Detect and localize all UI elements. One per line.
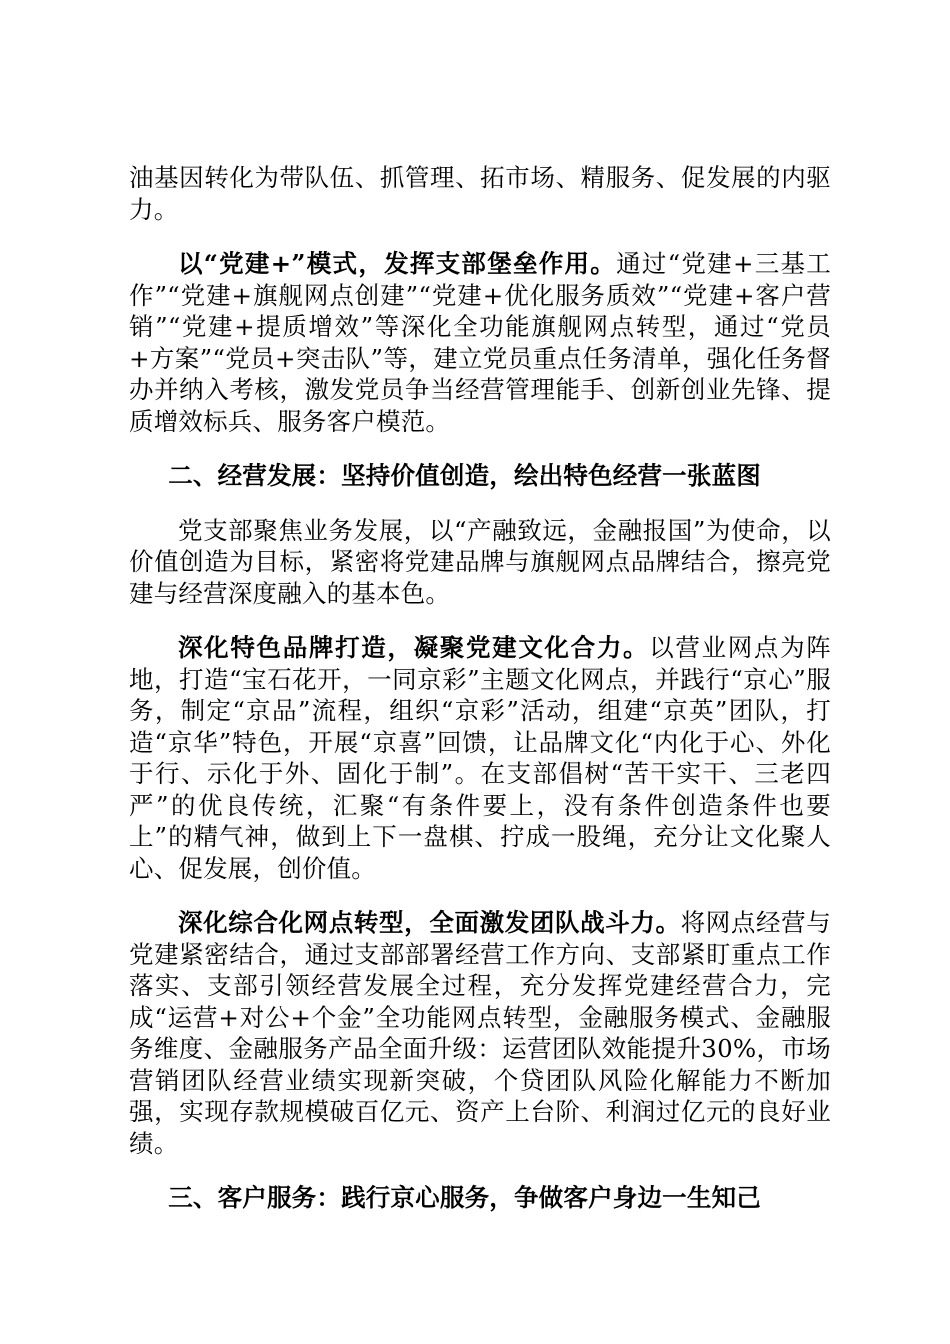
section-heading-2: 二、经营发展：坚持价值创造，绘出特色经营一张蓝图	[168, 461, 761, 490]
paragraph-body: 通过“党建+三基工作”“党建+旗舰网点创建”“党建+优化服务质效”“党建+客户营销”“党建+提质增效”等深化全功能旗舰网点转型，通过“党员+方案”“党员+突击队”等，建立党员重点任务清单，强化任务督办并纳入考核，激发党员争当经营管理能手、创新创业先锋、提质增效标兵、服务客户模范。	[129, 249, 832, 436]
paragraph-body: 以营业网点为阵地，打造“宝石花开，一同京彩”主题文化网点，并践行“京心”服务，制定“京品”流程，组织“京彩”活动，组建“京英”团队，打造“京华”特色，开展“京喜”回馈，让品牌文化“内化于心、外化于行、示化于外、固化于制”。在支部倡树“苦干实干、三老四严”的优良传统，汇聚“有条件要上，没有条件创造条件也要上”的精气神，做到上下一盘棋、拧成一股绳，充分让文化聚人心、促发展，创价值。	[129, 633, 831, 883]
paragraph-brand-building	[129, 632, 831, 884]
paragraph-business-focus: 党支部聚焦业务发展，以“产融致远，金融报国”为使命，以价值创造为目标，紧密将党建品牌与旗舰网点品牌结合，擦亮党建与经营深度融入的基本色。	[129, 515, 831, 608]
paragraph-body: 将网点经营与党建紧密结合，通过支部部署经营工作方向、支部紧盯重点工作落实、支部引领经营发展全过程，充分发挥党建经营合力，完成“运营+对公+个金”全功能网点转型，金融服务模式、金融服务维度、金融服务产品全面升级：运营团队效能提升30%，市场营销团队经营业绩实现新突破，个贷团队风险化解能力不断加强，实现存款规模破百亿元、资产上台阶、利润过亿元的良好业绩。	[129, 908, 831, 1158]
paragraph-continuation: 油基因转化为带队伍、抓管理、拓市场、精服务、促发展的内驱力。	[129, 163, 831, 224]
paragraph-lead: 深化特色品牌打造，凝聚党建文化合力。	[178, 633, 650, 662]
document-page	[129, 162, 831, 1214]
section-heading-3: 三、客户服务：践行京心服务，争做客户身边一生知己	[168, 1183, 761, 1212]
paragraph-party-building-model	[129, 248, 831, 437]
paragraph-lead: 以“党建+”模式，发挥支部堡垒作用。	[178, 249, 617, 278]
paragraph-lead: 深化综合化网点转型，全面激发团队战斗力。	[178, 908, 681, 937]
paragraph-outlet-transformation	[129, 907, 831, 1159]
